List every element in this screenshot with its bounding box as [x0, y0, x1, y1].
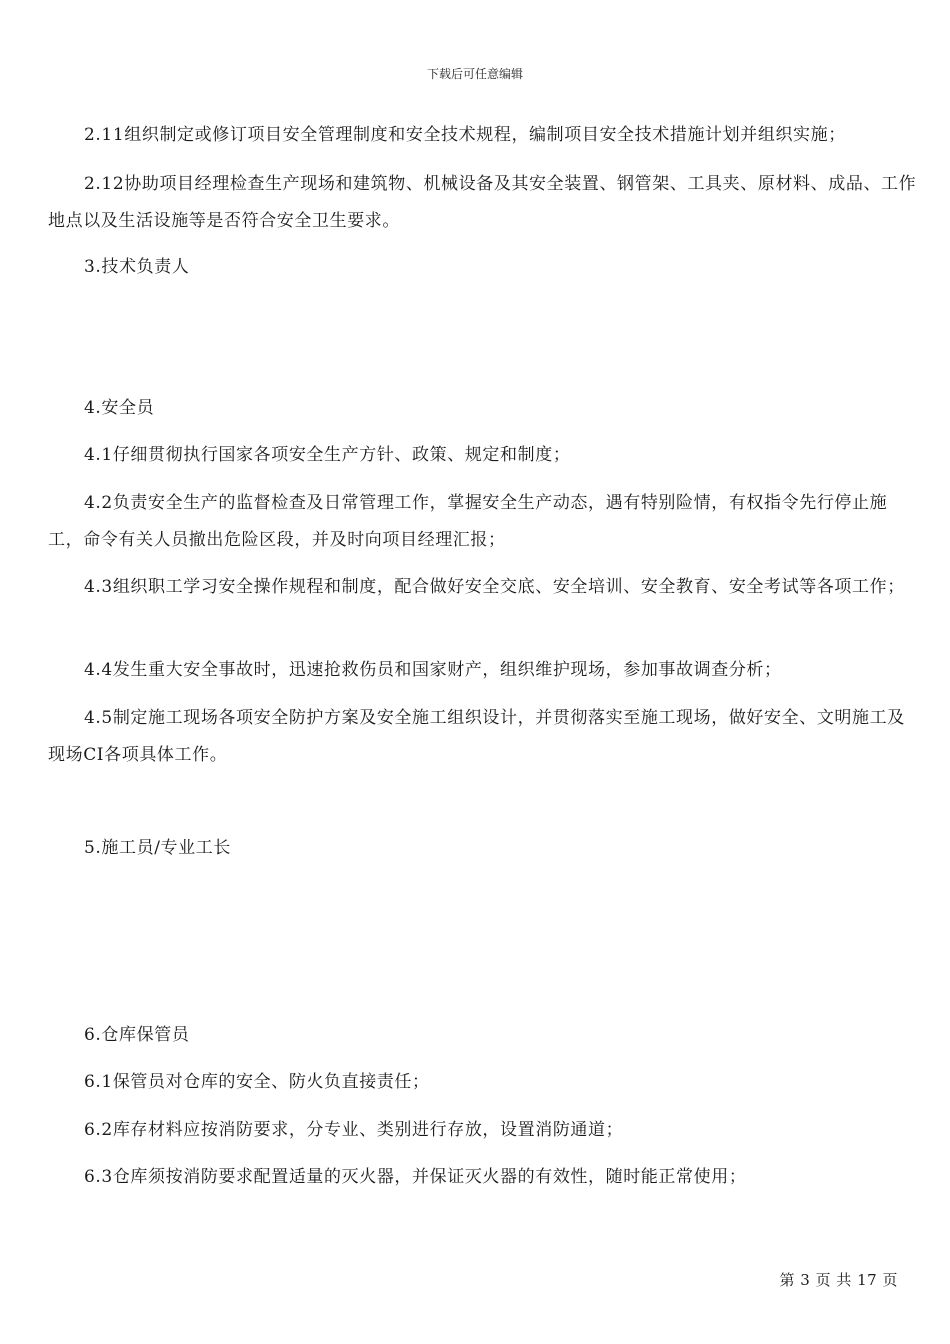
paragraph-6-2: 6.2库存材料应按消防要求，分专业、类别进行存放，设置消防通道；: [84, 1120, 624, 1140]
paragraph-2-12: 2.12协助项目经理检查生产现场和建筑物、机械设备及其安全装置、钢管架、工具夹、原材料、成品、工作地点以及生活设施等是否符合安全卫生要求。: [48, 174, 917, 231]
paragraph-4-2: 4.2负责安全生产的监督检查及日常管理工作，掌握安全生产动态，遇有特别险情，有权指令先行停止施工，命令有关人员撤出危险区段，并及时向项目经理汇报；: [48, 493, 888, 550]
paragraph-4-4: 4.4发生重大安全事故时，迅速抢救伤员和国家财产，组织维护现场，参加事故调查分析；: [84, 660, 782, 680]
paragraph-4-3: 4.3组织职工学习安全操作规程和制度，配合做好安全交底、安全培训、安全教育、安全考试等各项工作；: [84, 577, 905, 597]
page-number: 第 3 页 共 17 页: [779, 1271, 898, 1289]
heading-safety-officer: 4.安全员: [84, 398, 155, 418]
heading-technical-lead: 3.技术负责人: [84, 257, 190, 277]
paragraph-2-11: 2.11组织制定或修订项目安全管理制度和安全技术规程，编制项目安全技术措施计划并组织实施；: [84, 125, 846, 145]
page-header-note: 下载后可任意编辑: [426, 67, 523, 81]
paragraph-6-3: 6.3仓库须按消防要求配置适量的灭火器，并保证灭火器的有效性，随时能正常使用；: [84, 1167, 747, 1187]
paragraph-6-1: 6.1保管员对仓库的安全、防火负直接责任；: [84, 1072, 430, 1092]
paragraph-4-1: 4.1仔细贯彻执行国家各项安全生产方针、政策、规定和制度；: [84, 445, 571, 465]
heading-construction-foreman: 5.施工员/专业工长: [84, 838, 231, 858]
paragraph-4-5: 4.5制定施工现场各项安全防护方案及安全施工组织设计，并贯彻落实至施工现场，做好安全、文明施工及现场CI各项具体工作。: [48, 708, 905, 765]
heading-warehouse-keeper: 6.仓库保管员: [84, 1025, 190, 1045]
